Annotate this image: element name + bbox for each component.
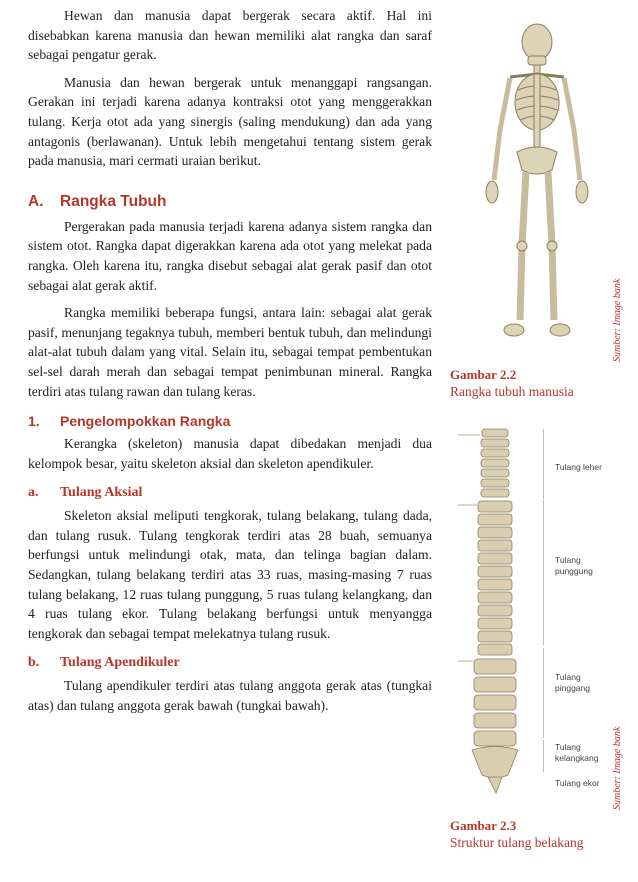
intro-paragraph-1: Hewan dan manusia dapat bergerak secara aktif. Hal ini disebabkan karena manusia dan hewan memiliki alat rangka dan saraf sebagai pengatur gerak.: [28, 8, 432, 63]
skeleton-illustration: [462, 20, 612, 350]
section-a-paragraph-2: Rangka memiliki beberapa fungsi, antara lain: sebagai alat gerak pasif, menunjang tegaknya tubuh, memberi bentuk tubuh, dan melindungi alat-alat tubuh dalam yang vital. Selain itu, sebagai tempat pembentukan sel-sel darah merah dan sebagai tempat penimbunan mineral. Rangka terdiri atas tulang rawan dan tulang keras.: [28, 305, 432, 399]
section-1-number: 1.: [28, 413, 40, 430]
subsection-a-title: Tulang Aksial: [60, 485, 143, 501]
figure-2-2-caption: [450, 367, 625, 400]
subsection-b-title: Tulang Apendikuler: [60, 655, 180, 671]
figure-2-3-text: Struktur tulang belakang: [450, 835, 584, 850]
subsection-b-paragraph: Tulang apendikuler terdiri atas tulang anggota gerak atas (tungkai atas) dan tulang anggota gerak bawah (tungkai bawah).: [28, 678, 432, 714]
figure-2-2-text: Rangka tubuh manusia: [450, 384, 574, 399]
figure-2-3-number: Gambar 2.3: [450, 818, 517, 833]
figure-2-2-source: Sumber: Image bank: [612, 278, 623, 362]
subsection-b-heading: [28, 655, 432, 671]
subsection-a-heading: [28, 485, 432, 501]
section-1-paragraph: Kerangka (skeleton) manusia dapat dibedakan menjadi dua kelompok besar, yaitu skeleton aksial dan skeleton apendikuler.: [28, 436, 432, 471]
label-tulang-pinggang: Tulang pinggang: [555, 672, 590, 693]
label-tulang-leher: Tulang leher: [555, 462, 602, 472]
spine-illustration: [450, 425, 545, 800]
section-a-paragraph-1: Pergerakan pada manusia terjadi karena adanya sistem rangka dan sistem otot. Rangka dapat digerakkan karena ada otot yang melekat pada rangka. Oleh karena itu, rangka disebut sebagai alat gerak pasif dan otot sebagai alat gerak aktif.: [28, 218, 432, 293]
subsection-b-letter: b.: [28, 655, 40, 671]
label-tulang-punggung: Tulang punggung: [555, 555, 593, 576]
section-1-title: Pengelompokkan Rangka: [60, 413, 231, 430]
figure-2-2-number: Gambar 2.2: [450, 367, 517, 382]
section-a-letter: A.: [28, 192, 44, 210]
figure-2-3-source: Sumber: Image bank: [612, 726, 623, 810]
label-tulang-ekor: Tulang ekor: [555, 778, 600, 788]
section-1-heading: [28, 413, 432, 429]
subsection-a-paragraph: Skeleton aksial meliputi tengkorak, tulang belakang, tulang dada, dan tulang rusuk. Tulang tengkorak terdiri atas 28 buah, semuanya berfungsi untuk melindungi otak, mata, dan telinga bagian dalam. Sedangkan, tulang belakang terdiri atas 33 ruas, masing-masing 7 ruas tulang belakang, 12 ruas tulang punggung, 5 ruas tulang kelangkang, dan 4 ruas tulang ekor. Tulang belakang berfungsi untuk menyangga tengkorak dan sebagai tempat melekatnya tulang rusuk.: [28, 508, 432, 641]
figure-2-3-caption: [450, 818, 625, 851]
subsection-a-letter: a.: [28, 485, 39, 501]
main-column: [28, 6, 432, 724]
label-tulang-kelangkang: Tulang kelangkang: [555, 742, 599, 763]
section-a-heading: [28, 193, 432, 211]
section-a-title: Rangka Tubuh: [60, 192, 167, 210]
intro-paragraph-2: Manusia dan hewan bergerak untuk menanggapi rangsangan. Gerakan ini terjadi karena adanya kontraksi otot yang menggerakkan tulang. Kerja otot ada yang sinergis (saling mendukung) dan ada yang antagonis (berlawanan). Untuk lebih mengetahui tentang sistem gerak pada manusia, mari cermati uraian berikut.: [28, 74, 432, 169]
